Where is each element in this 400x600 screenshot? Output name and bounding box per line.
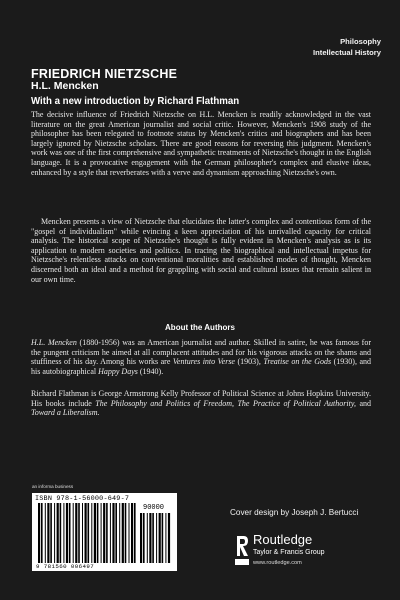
work-title: Toward a Liberalism. xyxy=(31,408,100,418)
work-title: The Philosophy and Politics of Freedom, The Practice of Political Authority, xyxy=(95,398,356,408)
flathman-bio xyxy=(31,389,371,418)
price-code: 90000 xyxy=(143,504,165,512)
category-labels xyxy=(313,37,381,58)
routledge-logo-icon xyxy=(234,534,250,566)
bio-text: Richard Flathman is George Armstrong Kelly Professor of Political Science at Johns Hopkins University. His books include xyxy=(31,389,371,408)
barcode-bars xyxy=(38,503,136,563)
introduction-credit: With a new introduction by Richard Flathman xyxy=(31,96,240,107)
description-paragraph-2: Mencken presents a view of Nietzsche that elucidates the latter's complex and contentious form of the "gospel of individualism" while evincing a keen appreciation of his unrivalled capacity for critical analysis. The historical scope of Nietzsche's thought is fully evident in Mencken's analysis as is its application to modern societies and politics. In tracing the biographical and intellectual impetus for Nietzsche's relentless attacks on conventional moralities and established modes of thought, Mencken discerned both an ideal and a method for grappling with social and cultural issues that remain salient in our own time. xyxy=(31,217,371,284)
cover-design-credit: Cover design by Joseph J. Bertucci xyxy=(230,508,359,517)
publisher-group: Taylor & Francis Group xyxy=(253,549,325,556)
bio-text: (1880-1956) was an American journalist and author. Skilled in satire, he was famous for the pungent criticism he aimed at all complacent attitudes and for his vigorous attacks on the shams and stuffiness of his day. Among his works are xyxy=(31,338,371,367)
publisher-name: Routledge xyxy=(253,532,313,547)
book-author: H.L. Mencken xyxy=(31,80,99,92)
category-philosophy: Philosophy xyxy=(340,37,381,46)
about-authors-heading: About the Authors xyxy=(165,323,235,332)
ean-digits: 9 781560 006497 xyxy=(36,563,95,570)
bio-text: (1903), xyxy=(235,357,264,367)
work-title: Happy Days xyxy=(98,366,138,376)
book-title: FRIEDRICH NIETZSCHE xyxy=(31,67,178,81)
bio-text: (1940). xyxy=(137,366,164,376)
bio-text: and xyxy=(355,398,371,408)
work-title: Treatise on the Gods xyxy=(263,357,332,367)
isbn-text: ISBN 978-1-56000-649-7 xyxy=(35,495,130,503)
isbn-barcode xyxy=(32,493,177,571)
informa-tagline: an informa business xyxy=(32,484,74,489)
mencken-bio xyxy=(31,338,371,376)
category-intellectual-history: Intellectual History xyxy=(313,47,381,57)
price-barcode-bars xyxy=(140,513,172,563)
work-title: Ventures into Verse xyxy=(172,357,235,367)
bio-text: (1930), and his autobiographical xyxy=(31,357,372,376)
bio-author-name: H.L. Mencken xyxy=(31,338,77,347)
description-paragraph-1: The decisive influence of Friedrich Nietzsche on H.L. Mencken is readily acknowledged in the vast literature on the great American journalist and social critic. However, Mencken's 1908 study of the philosopher has been relegated to footnote status by Mencken's critics and biographers and has been largely ignored by Nietzsche scholars. There are good reasons for reversing this judgment. Mencken's work was one of the first comprehensive and sympathetic treatments of Nietzsche's thought in the English language. It is a provocative engagement with the German philosopher's complex and elusive ideas, enhanced by a style that reverberates with a verve and dynamism approaching Nietzsche's own. xyxy=(31,110,371,177)
publisher-url: www.routledge.com xyxy=(253,560,302,566)
